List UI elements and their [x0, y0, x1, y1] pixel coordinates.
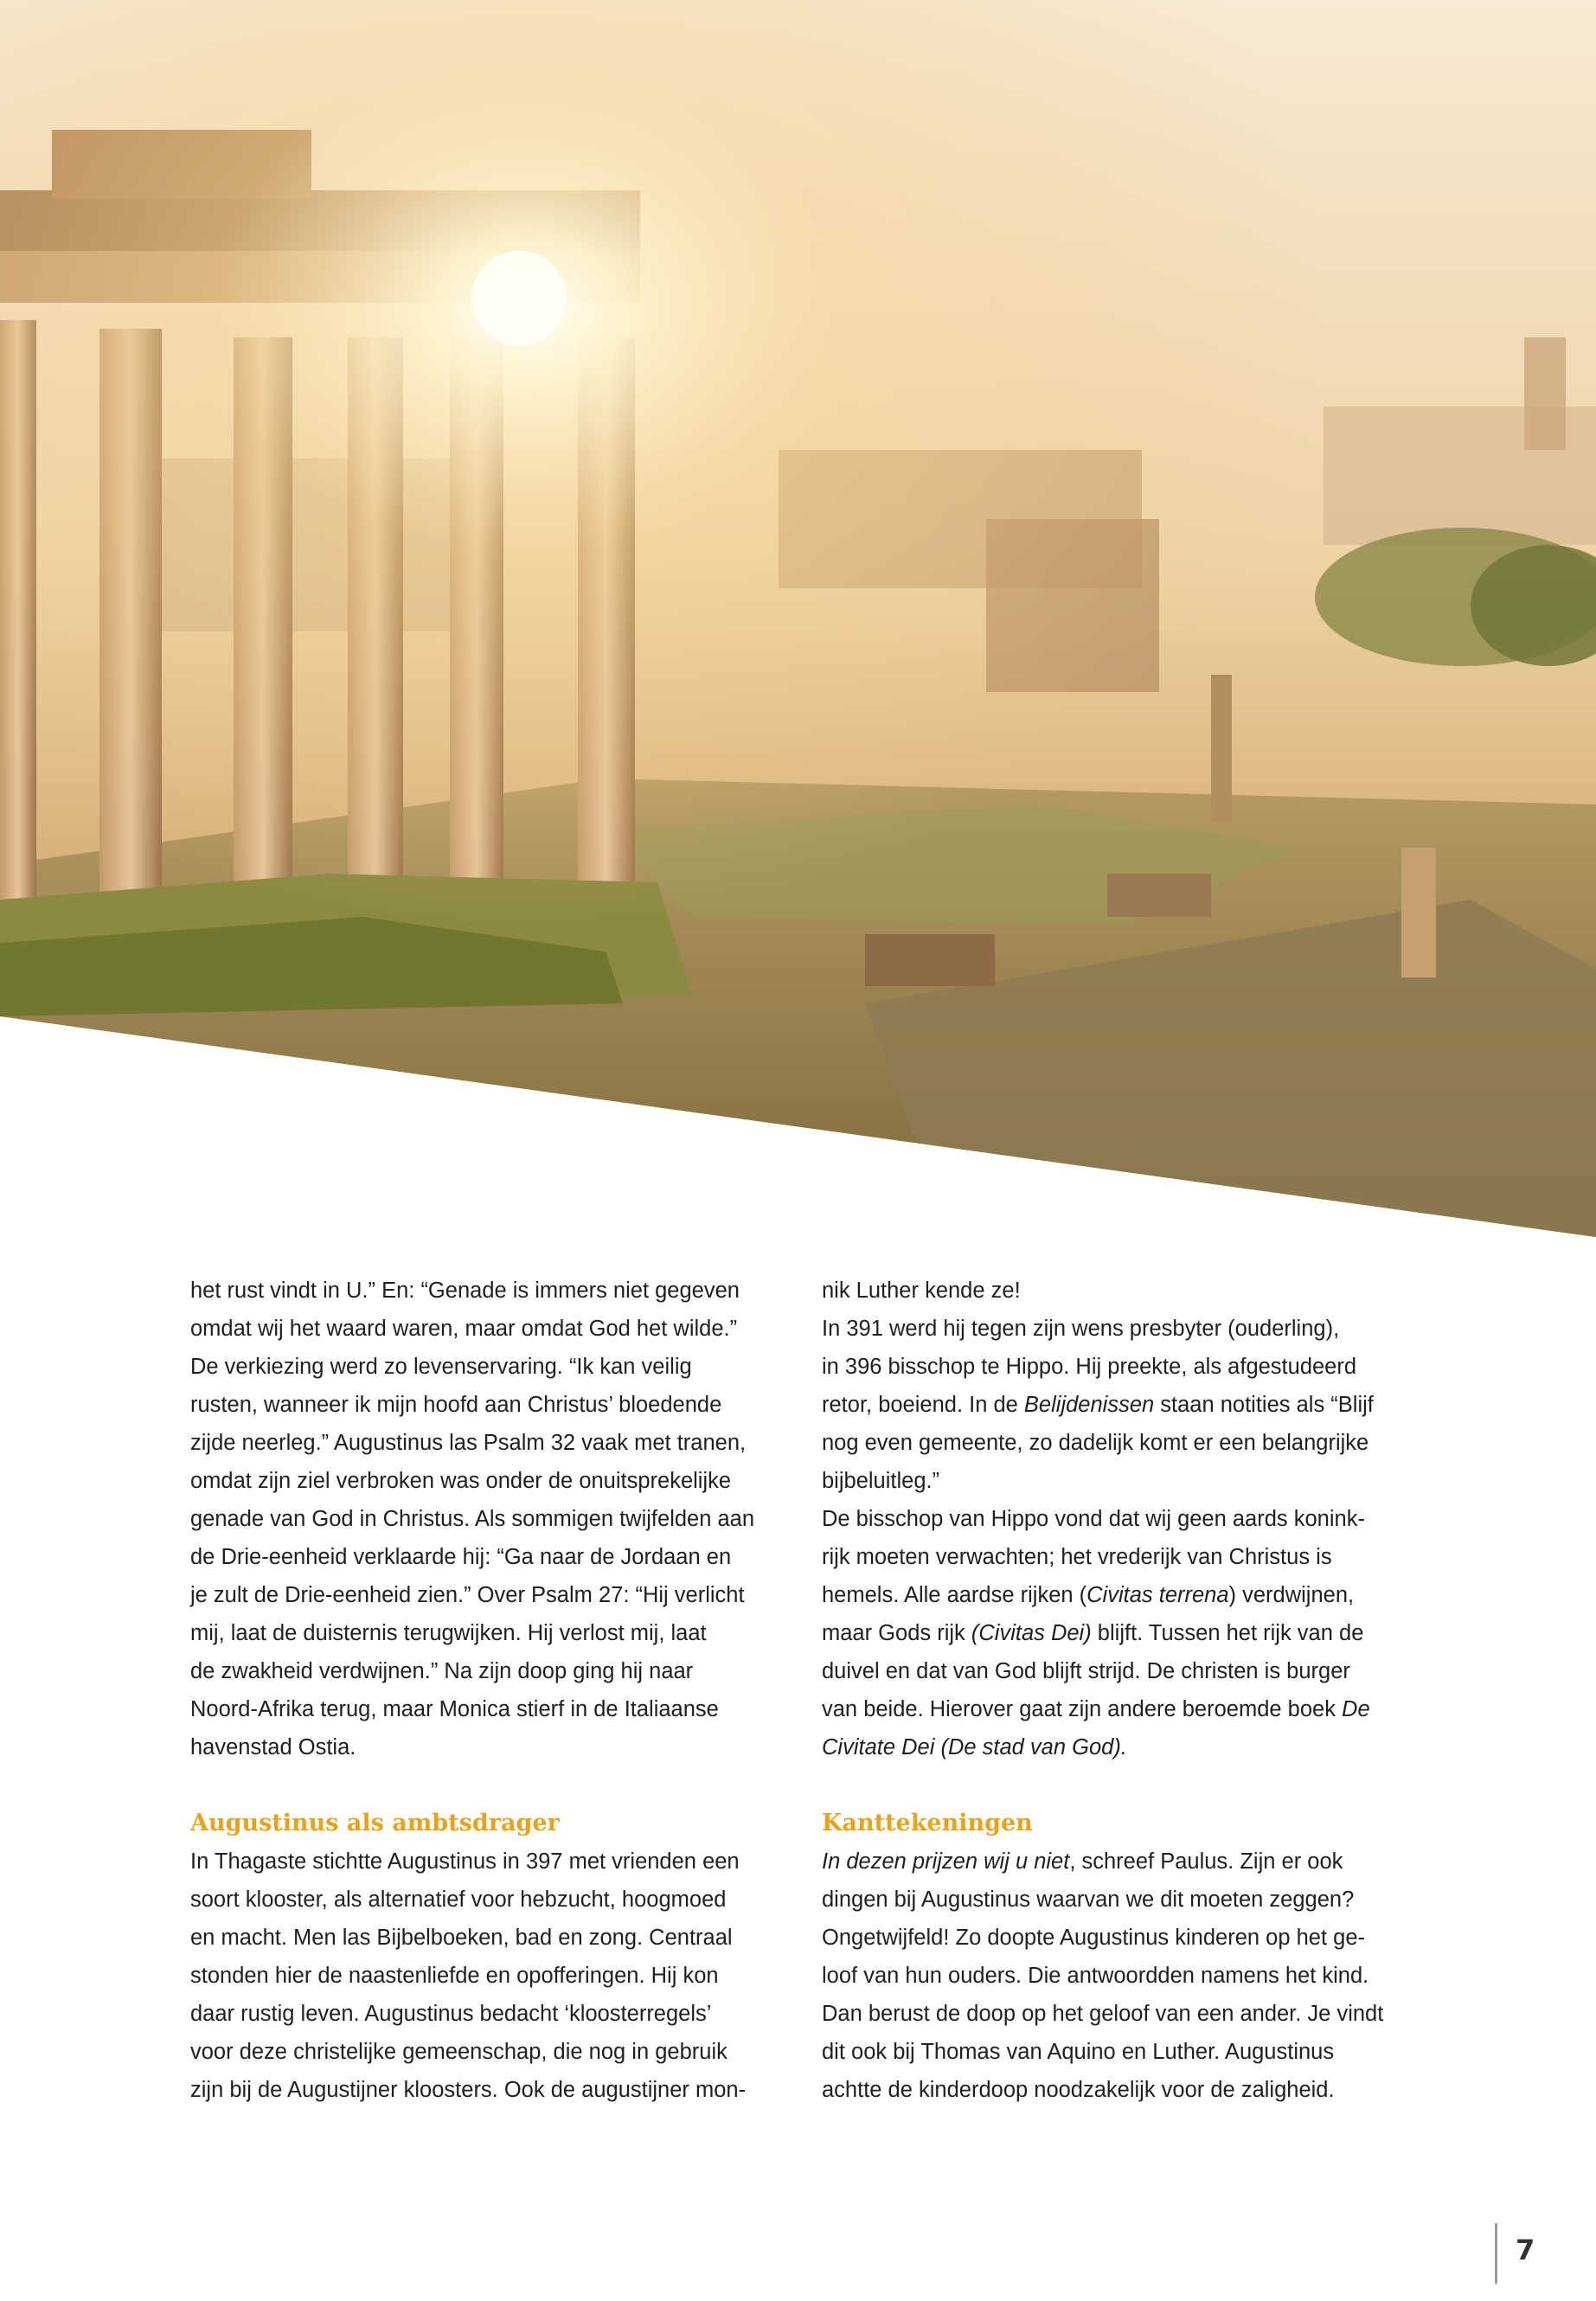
- text-line: dingen bij Augustinus waarvan we dit moeten zeggen?: [822, 1888, 1355, 1912]
- text-line: staan notities als “Blijf: [1154, 1393, 1374, 1417]
- text-line: zijn bij de Augustijner kloosters. Ook de augustijner mon-: [190, 2078, 747, 2102]
- text-line: van beide. Hierover gaat zijn andere beroemde boek: [822, 1697, 1343, 1721]
- text-line: daar rustig leven. Augustinus bedacht ‘kloosterregels’: [190, 2002, 712, 2026]
- text-line: mij, laat de duisternis terugwijken. Hij verlost mij, laat: [190, 1621, 707, 1645]
- text-line: en macht. Men las Bijbelboeken, bad en zong. Centraal: [190, 1926, 733, 1950]
- text-line: stonden hier de naastenliefde en opofferingen. Hij kon: [190, 1964, 719, 1988]
- text-line: ) verdwijnen,: [1228, 1583, 1355, 1607]
- paragraph-luther: [822, 1272, 1427, 1766]
- text-line: loof van hun ouders. Die antwoordden namens het kind.: [822, 1964, 1369, 1988]
- text-line: Noord-Afrika terug, maar Monica stierf in de Italiaanse: [190, 1697, 719, 1721]
- latin-term: Civitas terrena: [1086, 1583, 1229, 1607]
- page-number-divider: [1495, 2223, 1497, 2284]
- text-line: bijbeluitleg.”: [822, 1469, 940, 1493]
- text-line: In 391 werd hij tegen zijn wens presbyter (ouderling),: [822, 1317, 1340, 1341]
- text-line: achtte de kinderdoop noodzakelijk voor de zaligheid.: [822, 2078, 1335, 2102]
- text-line: rusten, wanneer ik mijn hoofd aan Christus’ bloedende: [190, 1393, 722, 1417]
- section-heading-ambtsdrager: Augustinus als ambtsdrager: [190, 1810, 560, 1836]
- text-line: hemels. Alle aardse rijken (: [822, 1583, 1087, 1607]
- text-line: retor, boeiend. In de: [822, 1393, 1024, 1417]
- paragraph-kanttekeningen: [822, 1843, 1427, 2109]
- text-line: maar Gods rijk: [822, 1621, 971, 1645]
- text-line: omdat zijn ziel verbroken was onder de onuitsprekelijke: [190, 1469, 732, 1493]
- text-line: Ongetwijfeld! Zo doopte Augustinus kinderen op het ge-: [822, 1926, 1365, 1950]
- text-line: de Drie-eenheid verklaarde hij: “Ga naar de Jordaan en: [190, 1545, 732, 1569]
- text-line: het rust vindt in U.” En: “Genade is immers niet gegeven: [190, 1279, 740, 1303]
- text-line: je zult de Drie-eenheid zien.” Over Psalm 27: “Hij verlicht: [190, 1583, 745, 1607]
- text-line: in 396 bisschop te Hippo. Hij preekte, als afgestudeerd: [822, 1355, 1357, 1379]
- text-line: blijft. Tussen het rijk van de: [1091, 1621, 1364, 1645]
- text-line: soort klooster, als alternatief voor hebzucht, hoogmoed: [190, 1888, 727, 1912]
- book-title: Belijdenissen: [1023, 1393, 1155, 1417]
- paragraph-ambtsdrager: [190, 1843, 796, 2109]
- text-line: duivel en dat van God blijft strijd. De christen is burger: [822, 1659, 1350, 1683]
- page-number: 7: [1516, 2234, 1535, 2266]
- left-column: [190, 1272, 796, 2109]
- text-line: havenstad Ostia.: [190, 1735, 356, 1759]
- text-line: de zwakheid verdwijnen.” Na zijn doop ging hij naar: [190, 1659, 694, 1683]
- book-title: Civitate Dei (De stad van God).: [822, 1735, 1127, 1759]
- text-line: rijk moeten verwachten; het vrederijk van Christus is: [822, 1545, 1332, 1569]
- latin-term: (Civitas Dei): [971, 1621, 1092, 1645]
- right-column: [822, 1272, 1427, 2109]
- text-line: nog even gemeente, zo dadelijk komt er een belangrijke: [822, 1431, 1369, 1455]
- text-line: voor deze christelijke gemeenschap, die nog in gebruik: [190, 2040, 727, 2064]
- text-line: omdat wij het waard waren, maar omdat God het wilde.”: [190, 1317, 738, 1341]
- text-line: Dan berust de doop op het geloof van een ander. Je vindt: [822, 2002, 1384, 2026]
- quote: In dezen prijzen wij u niet: [822, 1849, 1070, 1874]
- text-line: dit ook bij Thomas van Aquino en Luther. Augustinus: [822, 2040, 1335, 2064]
- paragraph-intro: [190, 1272, 796, 1766]
- text-line: genade van God in Christus. Als sommigen twijfelden aan: [190, 1507, 755, 1531]
- text-line: De bisschop van Hippo vond dat wij geen aards konink-: [822, 1507, 1365, 1531]
- text-line: , schreef Paulus. Zijn er ook: [1069, 1849, 1343, 1874]
- text-line: De verkiezing werd zo levenservaring. “Ik kan veilig: [190, 1355, 692, 1379]
- section-heading-kanttekeningen: Kanttekeningen: [822, 1810, 1033, 1836]
- book-title: De: [1342, 1697, 1370, 1721]
- text-line: zijde neerleg.” Augustinus las Psalm 32 vaak met tranen,: [190, 1431, 747, 1455]
- text-line: In Thagaste stichtte Augustinus in 397 met vrienden een: [190, 1849, 740, 1874]
- text-line: nik Luther kende ze!: [822, 1279, 1021, 1303]
